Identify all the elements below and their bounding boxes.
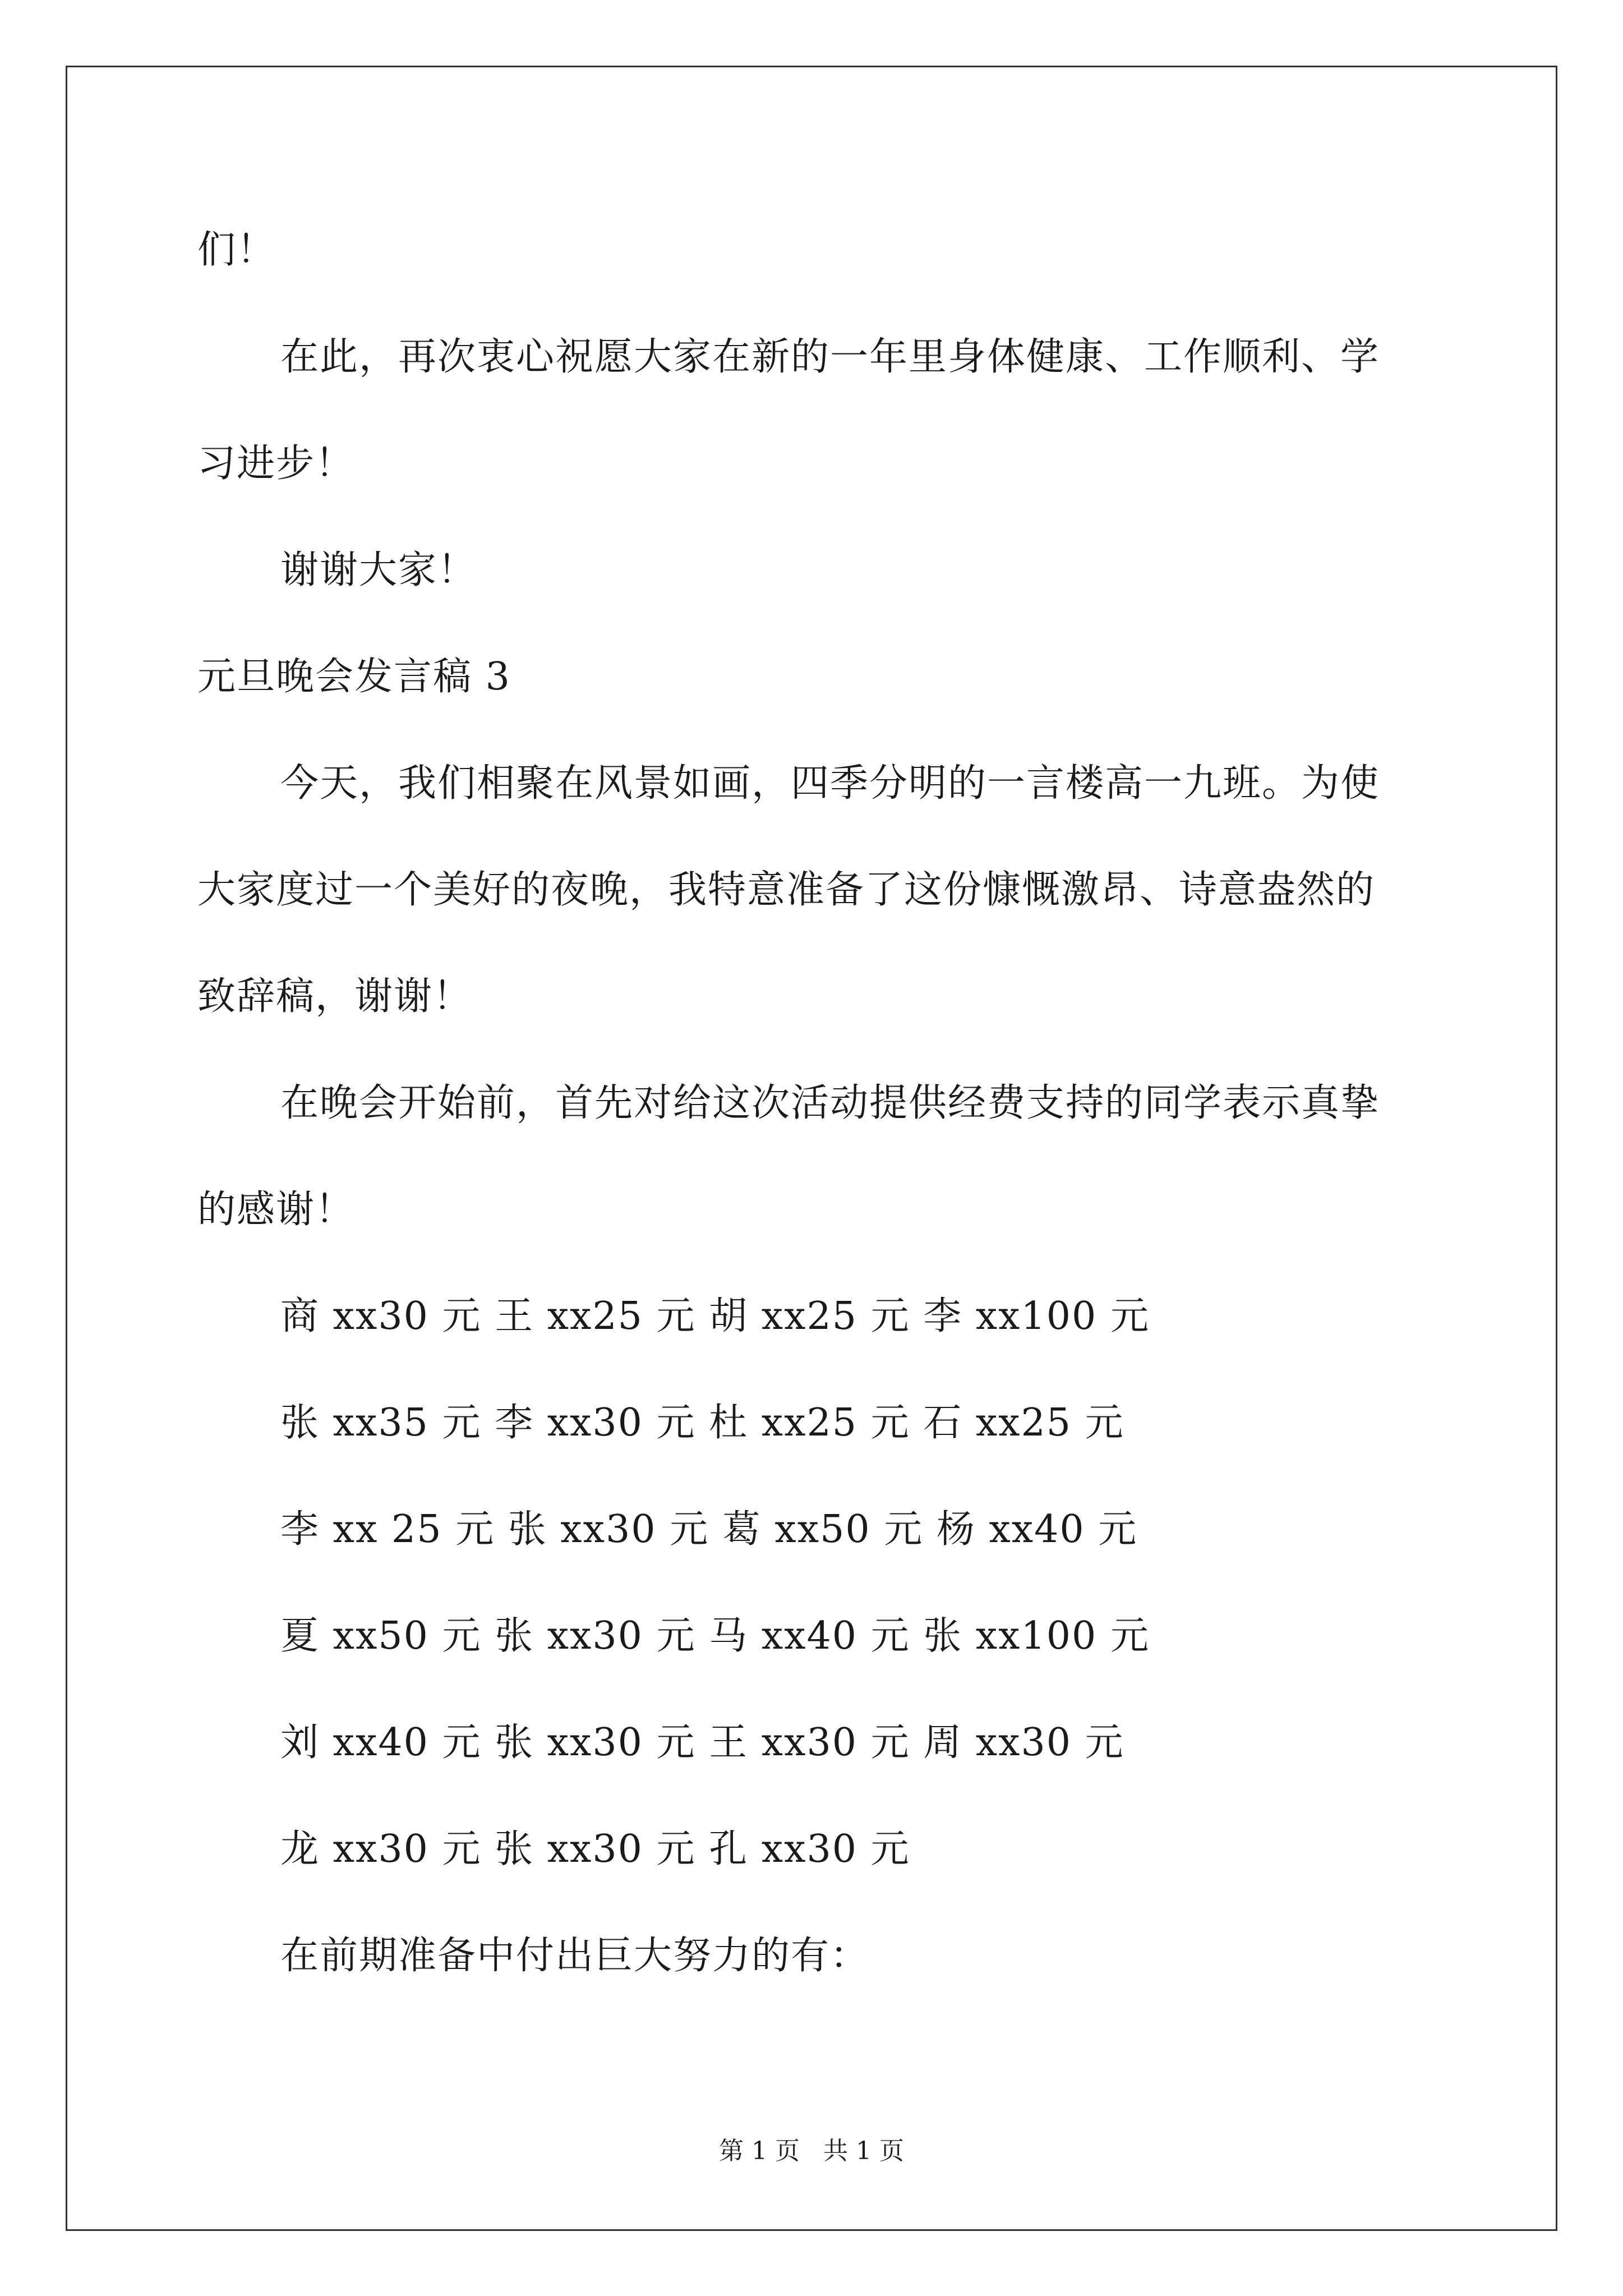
donor-row: 李 xx 25 元 张 xx30 元 葛 xx50 元 杨 xx40 元 [280, 1507, 1138, 1552]
text-line: 谢谢大家！ [280, 548, 477, 592]
donor-row: 刘 xx40 元 张 xx30 元 王 xx30 元 周 xx30 元 [280, 1720, 1124, 1765]
text-line: 习进步！ [197, 441, 355, 486]
text-line: 致辞稿，谢谢！ [197, 974, 473, 1019]
page-number: 第 1 页 [719, 2137, 800, 2165]
donor-row: 龙 xx30 元 张 xx30 元 孔 xx30 元 [280, 1827, 910, 1871]
text-line: 的感谢！ [197, 1188, 355, 1232]
section-heading: 元旦晚会发言稿 3 [197, 655, 511, 699]
page-footer [0, 2131, 1623, 2166]
donor-row: 商 xx30 元 王 xx25 元 胡 xx25 元 李 xx100 元 [280, 1294, 1150, 1338]
text-line: 们！ [197, 228, 276, 272]
text-line: 在晚会开始前，首先对给这次活动提供经费支持的同学表示真挚 [280, 1081, 1380, 1125]
page-border [66, 66, 1557, 2231]
text-line: 在此，再次衷心祝愿大家在新的一年里身体健康、工作顺利、学 [280, 335, 1380, 379]
donor-row: 夏 xx50 元 张 xx30 元 马 xx40 元 张 xx100 元 [280, 1614, 1150, 1658]
text-line: 在前期准备中付出巨大努力的有： [280, 1934, 870, 1978]
donor-row: 张 xx35 元 李 xx30 元 杜 xx25 元 石 xx25 元 [280, 1401, 1124, 1445]
text-line: 今天，我们相聚在风景如画，四季分明的一言楼高一九班。为使 [280, 761, 1380, 806]
text-line: 大家度过一个美好的夜晚，我特意准备了这份慷慨激昂、诗意盎然的 [197, 868, 1376, 912]
page-total: 共 1 页 [823, 2137, 904, 2165]
